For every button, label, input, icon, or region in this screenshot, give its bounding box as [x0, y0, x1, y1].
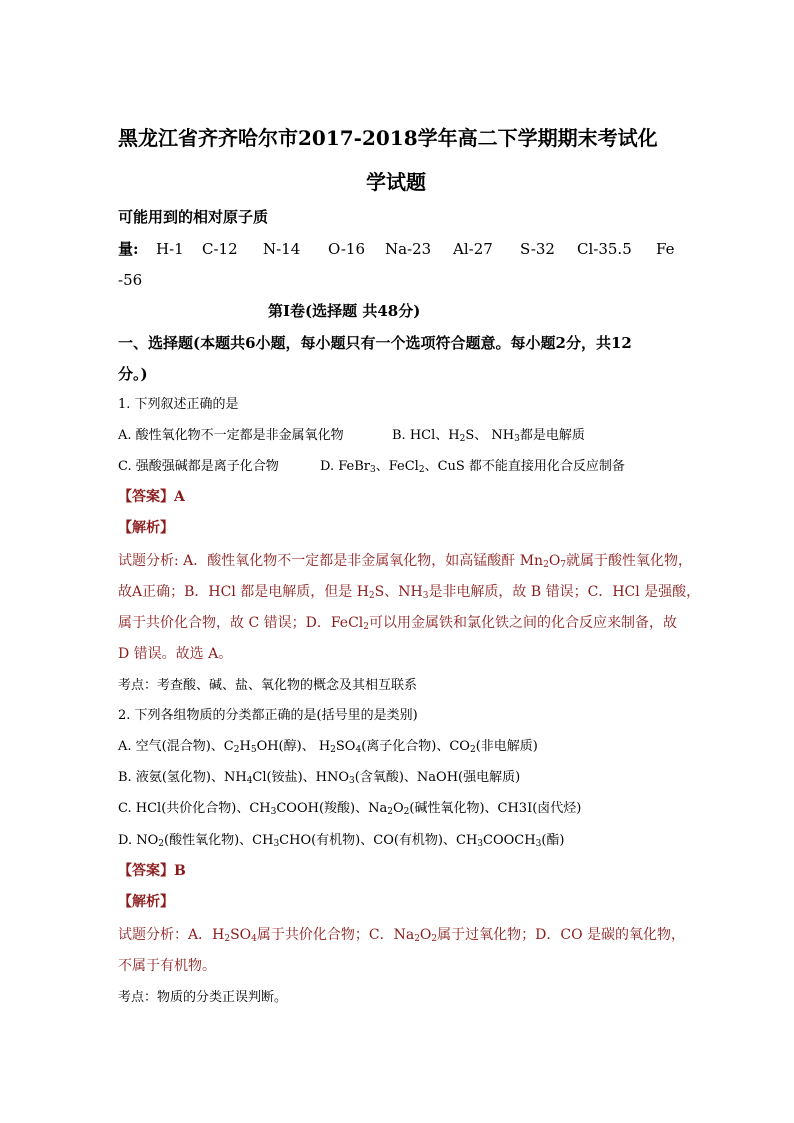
text-run: CHO(有机物)、CO(有机物)、CH [279, 833, 478, 848]
subscript: 3 [349, 776, 355, 786]
subscript: 3 [514, 434, 520, 444]
subscript: 3 [273, 839, 280, 849]
q1-analysis-line1 [118, 551, 692, 571]
text-run: (离子化合物)、CO [361, 739, 470, 754]
subscript: 3 [422, 591, 429, 601]
text-run: 都是电解质 [519, 428, 585, 443]
subscript: 5 [250, 745, 257, 755]
text-run: B. HCl、H [392, 428, 460, 443]
atomic-mass-tail: -56 [118, 271, 143, 289]
atomic-mass-item: N-14 [263, 240, 301, 258]
q2-option-c [118, 799, 581, 819]
text-run: SO [230, 927, 252, 943]
section-heading-line2: 分。) [118, 365, 148, 383]
text-run: COOCH [483, 833, 536, 848]
subscript: 2 [459, 434, 466, 444]
q1-answer: 【答案】A [118, 489, 185, 505]
section-heading-line1: 一、选择题(本题共6小题，每小题只有一个选项符合题意。每小题2分，共12 [118, 334, 632, 352]
subscript: 3 [270, 807, 277, 817]
text-run: 属于共价化合物，故 C 错误；D．FeCl [118, 615, 364, 631]
q2-analysis-line1 [118, 925, 685, 945]
text-run: D. NO [118, 833, 159, 848]
q1-option-c: C. 强酸强碱都是离子化合物 [118, 459, 279, 474]
text-run: 试题分析：A．H [118, 927, 225, 943]
q2-option-d [118, 831, 564, 851]
q1-stem: 1. 下列叙述正确的是 [118, 397, 239, 412]
q1-analysis-label: 【解析】 [118, 520, 174, 536]
text-run: (非电解质) [475, 739, 538, 754]
subscript: 2 [543, 560, 549, 570]
q1-point: 考点：考查酸、碱、盐、氧化物的概念及其相互联系 [118, 678, 418, 693]
subscript: 2 [330, 745, 336, 755]
q2-analysis-line2: 不属于有机物。 [118, 958, 216, 974]
text-run: O [419, 927, 432, 943]
text-run: O [392, 801, 404, 816]
text-run: O [548, 553, 561, 569]
text-run: 、FeCl [375, 459, 419, 474]
text-run: (含氧酸)、NaOH(强电解质) [354, 770, 521, 785]
subscript: 3 [370, 465, 376, 475]
atomic-mass-item: C-12 [202, 240, 238, 258]
text-run: B. 液氨(氢化物)、NH [118, 770, 247, 785]
text-run: 、CuS 都不能直接用化合反应制备 [424, 459, 625, 474]
text-run: 故A正确；B．HCl 都是电解质，但是 H [118, 584, 369, 600]
document-title-line2: 学试题 [366, 170, 426, 194]
text-run: 可以用金属铁和氯化铁之间的化合反应来制备，故 [369, 615, 677, 631]
text-run: (酯) [541, 833, 565, 848]
text-run: (酸性氧化物)、CH [164, 833, 274, 848]
subscript: 4 [251, 934, 257, 944]
q2-point: 考点：物质的分类正误判断。 [118, 990, 288, 1005]
text-run: C. HCl(共价化合物)、CH [118, 801, 271, 816]
subscript: 2 [469, 745, 476, 755]
q1-analysis-line3 [118, 613, 677, 633]
q2-answer: 【答案】B [118, 863, 186, 879]
volume-title: 第I卷(选择题 共48分) [268, 302, 421, 320]
q2-analysis-label: 【解析】 [118, 894, 174, 910]
subscript: 2 [158, 839, 164, 849]
atomic-mass-item: Fe [656, 240, 675, 258]
q2-option-a [118, 737, 538, 757]
text-run: S、 NH [465, 428, 515, 443]
subscript: 2 [418, 465, 425, 475]
text-run: Cl(铵盐)、HNO [252, 770, 350, 785]
text-run: 试题分析: A．酸性氧化物不一定都是非金属氧化物，如高锰酸酐 Mn [118, 553, 544, 569]
subscript: 4 [355, 745, 362, 755]
atomic-mass-item: Na-23 [385, 240, 432, 258]
subscript: 2 [403, 807, 410, 817]
text-run: A. 空气(混合物)、C [118, 739, 234, 754]
atomic-mass-item: Al-27 [453, 240, 493, 258]
q1-option-b [392, 426, 585, 446]
subscript: 7 [560, 560, 567, 570]
atomic-mass-intro: 可能用到的相对原子质 [118, 208, 269, 226]
subscript: 2 [414, 934, 420, 944]
atomic-mass-item: O-16 [328, 240, 366, 258]
text-run: H [239, 739, 251, 754]
subscript: 2 [387, 807, 393, 817]
text-run: S、NH [374, 584, 423, 600]
q1-option-a: A. 酸性氧化物不一定都是非金属氧化物 [118, 428, 344, 443]
text-run: 是非电解质，故 B 错误；C．HCl 是强酸， [428, 584, 701, 600]
text-run: D. FeBr [320, 459, 370, 474]
atomic-mass-label: 量: [118, 240, 139, 258]
subscript: 3 [477, 839, 484, 849]
atomic-mass-item: S-32 [520, 240, 555, 258]
q2-stem: 2. 下列各组物质的分类都正确的是(括号里的是类别) [118, 708, 418, 723]
q1-analysis-line4: D 错误。故选 A。 [118, 646, 233, 662]
subscript: 3 [535, 839, 542, 849]
text-run: 就属于酸性氧化物， [566, 553, 693, 569]
text-run: OH(醇)、 H [256, 739, 331, 754]
text-run: (碱性氧化物)、CH3I(卤代烃) [409, 801, 582, 816]
q1-option-d [320, 457, 625, 477]
document-title-line1: 黑龙江省齐齐哈尔市2017-2018学年高二下学期期末考试化 [118, 126, 658, 150]
text-run: COOH(羧酸)、Na [276, 801, 388, 816]
subscript: 2 [224, 934, 231, 944]
subscript: 2 [233, 745, 240, 755]
text-run: SO [335, 739, 356, 754]
q1-analysis-line2 [118, 582, 700, 602]
subscript: 2 [368, 591, 375, 601]
subscript: 2 [363, 622, 369, 632]
subscript: 4 [246, 776, 253, 786]
text-run: 属于共价化合物；C．Na [256, 927, 415, 943]
subscript: 2 [431, 934, 438, 944]
q2-option-b [118, 768, 520, 788]
text-run: 属于过氧化物；D．CO 是碳的氧化物， [437, 927, 686, 943]
atomic-mass-item: Cl-35.5 [577, 240, 632, 258]
atomic-mass-item: H-1 [156, 240, 184, 258]
